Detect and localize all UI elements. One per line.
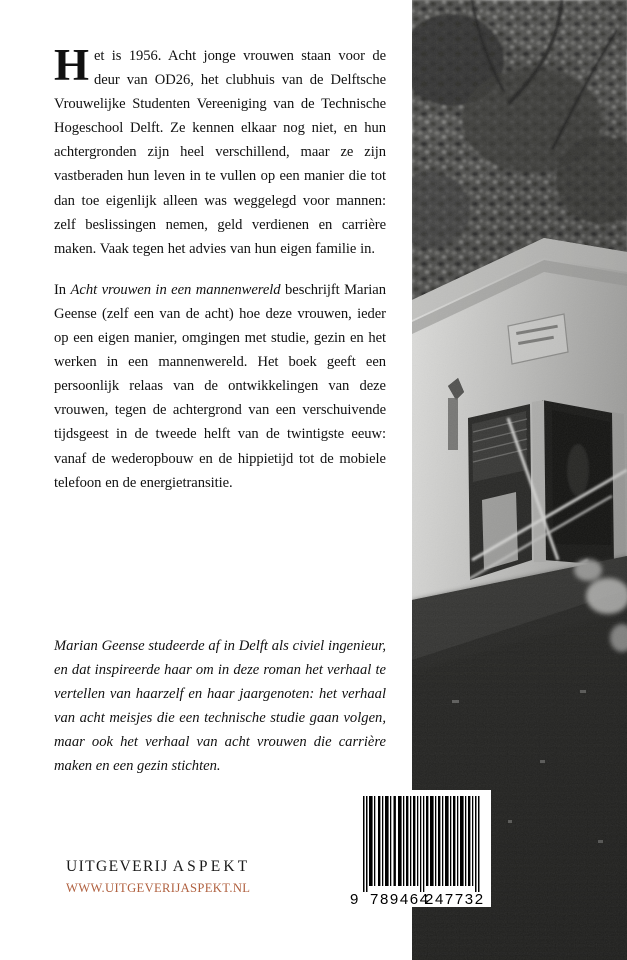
book-title-italic: Acht vrouwen in een mannenwereld bbox=[70, 281, 281, 298]
blurb-paragraph-2 bbox=[54, 278, 386, 495]
blurb-p2-lead: In bbox=[54, 281, 71, 298]
blurb-paragraph-1: Het is 1956. Acht jonge vrouwen staan voor de deur van OD26, het clubhuis van de Delftsche Vrouwelijke Studenten Vereeniging van de Technische Hogeschool Delft. Ze kennen elkaar nog niet, en hun achtergronden zijn heel verschillend, maar ze zijn vastberaden hun leven in te vullen op een manier die tot dan toe eigenlijk alleen was weggelegd voor mannen: zelf beslissingen nemen, geld verdienen en carrière maken. Vaak tegen het advies van hun eigen familie in. bbox=[54, 40, 386, 257]
blurb-p2-rest: beschrijft Marian Geense (zelf een van de acht) hoe deze vrouwen, ieder op een eigen manier, omgingen met studie, gezin en het werken in een mannenwereld. Het boek geeft een persoonlijk relaas van de ontwikkelingen van deze vrouwen, tegen de achtergrond van een verschuivende tijdsgeest in de tweede helft van de twintigste eeuw: vanaf de wederopbouw en de hippietijd tot de mobiele telefoon en de energietransitie. bbox=[54, 281, 386, 491]
barcode-left-digits: 789464 bbox=[370, 891, 430, 907]
publisher-name-uitgeverij: UITGEVERIJ bbox=[66, 858, 169, 875]
publisher-website-url[interactable]: WWW.UITGEVERIJASPEKT.NL bbox=[66, 881, 251, 895]
publisher-name bbox=[66, 858, 250, 876]
publisher-name-aspekt: ASPEKT bbox=[172, 858, 251, 875]
isbn-barcode-image bbox=[348, 790, 491, 907]
barcode-right-digits: 247732 bbox=[425, 891, 485, 907]
blurb-text-column bbox=[54, 40, 386, 495]
isbn-barcode bbox=[348, 790, 491, 907]
barcode-lead-digit: 9 bbox=[350, 891, 359, 907]
author-bio: Marian Geense studeerde af in Delft als civiel ingenieur, en dat inspireerde haar om in deze roman het verhaal te vertellen van haarzelf en haar jaargenoten: het verhaal van acht meisjes die een technische studie gaan volgen, maar ook het verhaal van acht vrouwen die carrière maken en een gezin stichten. bbox=[54, 638, 386, 775]
publisher-block bbox=[66, 858, 250, 896]
